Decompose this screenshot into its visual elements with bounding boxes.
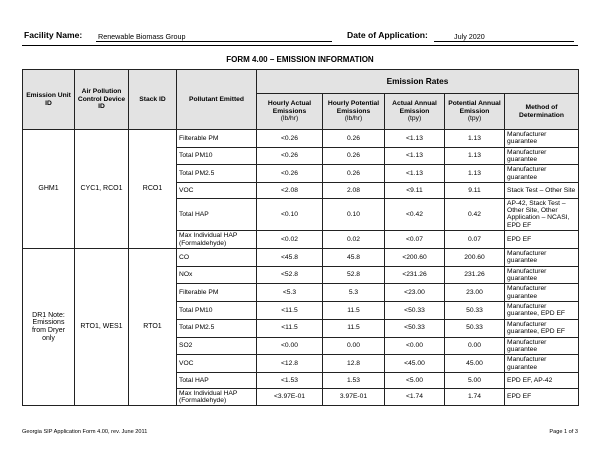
actual-annual-cell: <50.33 xyxy=(385,319,445,337)
method-cell: EPD EF xyxy=(505,388,579,406)
method-cell: Manufacturer guarantee xyxy=(505,337,579,355)
col-header-pollutant: Pollutant Emitted xyxy=(177,70,257,130)
hourly-actual-cell: <52.8 xyxy=(257,266,323,284)
potential-annual-cell: 231.26 xyxy=(445,266,505,284)
col-header-stack-id: Stack ID xyxy=(129,70,177,130)
hourly-potential-title: Hourly Potential Emissions xyxy=(327,100,380,115)
stack-id-cell: RCO1 xyxy=(129,130,177,249)
actual-annual-cell: <45.00 xyxy=(385,355,445,373)
actual-annual-cell: <1.13 xyxy=(385,147,445,165)
hourly-potential-cell: 45.8 xyxy=(323,248,385,266)
hourly-actual-cell: <0.26 xyxy=(257,130,323,148)
potential-annual-cell: 50.33 xyxy=(445,302,505,320)
actual-annual-cell: <0.42 xyxy=(385,198,445,230)
potential-annual-cell: 0.00 xyxy=(445,337,505,355)
facility-name-underline xyxy=(96,41,332,42)
hourly-potential-cell: 2.08 xyxy=(323,183,385,199)
potential-annual-cell: 1.13 xyxy=(445,165,505,183)
col-header-hourly-actual xyxy=(257,94,323,130)
col-header-hourly-potential xyxy=(323,94,385,130)
hourly-potential-cell: 1.53 xyxy=(323,372,385,388)
col-header-method: Method of Determination xyxy=(505,94,579,130)
actual-annual-cell: <1.13 xyxy=(385,130,445,148)
hourly-actual-cell: <0.02 xyxy=(257,231,323,249)
potential-annual-cell: 0.07 xyxy=(445,231,505,249)
hourly-potential-cell: 0.00 xyxy=(323,337,385,355)
method-cell: AP-42, Stack Test – Other Site, Other Application – NCASI, EPD EF xyxy=(505,198,579,230)
actual-annual-cell: <23.00 xyxy=(385,284,445,302)
method-cell: Manufacturer guarantee xyxy=(505,147,579,165)
potential-annual-title: Potential Annual Emission xyxy=(448,100,501,115)
col-header-emission-rates: Emission Rates xyxy=(257,70,579,94)
col-header-actual-annual xyxy=(385,94,445,130)
hourly-actual-cell: <45.8 xyxy=(257,248,323,266)
hourly-actual-cell: <0.00 xyxy=(257,337,323,355)
hourly-actual-cell: <11.5 xyxy=(257,319,323,337)
hourly-actual-cell: <3.97E-01 xyxy=(257,388,323,406)
hourly-potential-unit: (lb/hr) xyxy=(344,115,363,123)
hourly-potential-cell: 11.5 xyxy=(323,302,385,320)
pollutant-cell: Total PM2.5 xyxy=(177,165,257,183)
potential-annual-cell: 200.60 xyxy=(445,248,505,266)
col-header-emission-unit-id: Emission Unit ID xyxy=(23,70,75,130)
hourly-potential-cell: 12.8 xyxy=(323,355,385,373)
hourly-potential-cell: 0.26 xyxy=(323,130,385,148)
pollutant-cell: VOC xyxy=(177,183,257,199)
table-row xyxy=(23,248,579,266)
hourly-actual-cell: <11.5 xyxy=(257,302,323,320)
emission-information-table xyxy=(22,69,579,406)
emission-unit-id-cell: DR1 Note: Emissions from Dryer only xyxy=(23,248,75,405)
pollutant-cell: Max Individual HAP (Formaldehyde) xyxy=(177,231,257,249)
control-device-id-cell: CYC1, RCO1 xyxy=(75,130,129,249)
pollutant-cell: Total HAP xyxy=(177,372,257,388)
actual-annual-title: Actual Annual Emission xyxy=(392,100,437,115)
pollutant-cell: Total PM10 xyxy=(177,302,257,320)
pollutant-cell: Max Individual HAP (Formaldehyde) xyxy=(177,388,257,406)
application-date-value: July 2020 xyxy=(454,32,485,41)
method-cell: Manufacturer guarantee xyxy=(505,284,579,302)
hourly-actual-cell: <2.08 xyxy=(257,183,323,199)
application-date-label: Date of Application: xyxy=(347,30,428,40)
header-divider xyxy=(22,45,578,46)
hourly-potential-cell: 11.5 xyxy=(323,319,385,337)
potential-annual-cell: 45.00 xyxy=(445,355,505,373)
potential-annual-cell: 1.13 xyxy=(445,130,505,148)
potential-annual-cell: 1.13 xyxy=(445,147,505,165)
application-date-underline xyxy=(434,41,574,42)
pollutant-cell: Filterable PM xyxy=(177,284,257,302)
method-cell: Manufacturer guarantee xyxy=(505,248,579,266)
potential-annual-cell: 5.00 xyxy=(445,372,505,388)
hourly-actual-cell: <0.10 xyxy=(257,198,323,230)
hourly-potential-cell: 52.8 xyxy=(323,266,385,284)
footer-page-number: Page 1 of 3 xyxy=(549,429,578,435)
hourly-actual-title: Hourly Actual Emissions xyxy=(267,100,312,115)
actual-annual-cell: <200.60 xyxy=(385,248,445,266)
application-header xyxy=(22,26,578,46)
potential-annual-cell: 1.74 xyxy=(445,388,505,406)
potential-annual-cell: 50.33 xyxy=(445,319,505,337)
col-header-control-device-id: Air Pollution Control Device ID xyxy=(75,70,129,130)
pollutant-cell: Total HAP xyxy=(177,198,257,230)
emission-table-body xyxy=(23,130,579,406)
actual-annual-cell: <0.00 xyxy=(385,337,445,355)
emission-unit-id-cell: GHM1 xyxy=(23,130,75,249)
potential-annual-cell: 9.11 xyxy=(445,183,505,199)
col-header-potential-annual xyxy=(445,94,505,130)
hourly-potential-cell: 0.26 xyxy=(323,165,385,183)
pollutant-cell: VOC xyxy=(177,355,257,373)
potential-annual-cell: 23.00 xyxy=(445,284,505,302)
hourly-actual-cell: <12.8 xyxy=(257,355,323,373)
pollutant-cell: Total PM2.5 xyxy=(177,319,257,337)
actual-annual-cell: <50.33 xyxy=(385,302,445,320)
actual-annual-cell: <1.13 xyxy=(385,165,445,183)
pollutant-cell: CO xyxy=(177,248,257,266)
facility-name-value: Renewable Biomass Group xyxy=(98,32,186,41)
method-cell: Manufacturer guarantee xyxy=(505,130,579,148)
hourly-actual-cell: <0.26 xyxy=(257,165,323,183)
method-cell: Manufacturer guarantee, EPD EF xyxy=(505,302,579,320)
potential-annual-unit: (tpy) xyxy=(467,115,482,123)
control-device-id-cell: RTO1, WES1 xyxy=(75,248,129,405)
actual-annual-cell: <0.07 xyxy=(385,231,445,249)
actual-annual-cell: <9.11 xyxy=(385,183,445,199)
method-cell: EPD EF, AP-42 xyxy=(505,372,579,388)
hourly-potential-cell: 0.10 xyxy=(323,198,385,230)
table-row xyxy=(23,130,579,148)
actual-annual-cell: <1.74 xyxy=(385,388,445,406)
pollutant-cell: NOx xyxy=(177,266,257,284)
hourly-potential-cell: 5.3 xyxy=(323,284,385,302)
hourly-potential-cell: 0.26 xyxy=(323,147,385,165)
method-cell: EPD EF xyxy=(505,231,579,249)
footer-form-revision: Georgia SIP Application Form 4.00, rev. June 2011 xyxy=(22,429,148,435)
potential-annual-cell: 0.42 xyxy=(445,198,505,230)
hourly-potential-cell: 3.97E-01 xyxy=(323,388,385,406)
hourly-actual-cell: <1.53 xyxy=(257,372,323,388)
pollutant-cell: SO2 xyxy=(177,337,257,355)
hourly-actual-cell: <0.26 xyxy=(257,147,323,165)
actual-annual-unit: (tpy) xyxy=(407,115,422,123)
method-cell: Stack Test – Other Site xyxy=(505,183,579,199)
method-cell: Manufacturer guarantee xyxy=(505,165,579,183)
form-title: FORM 4.00 – EMISSION INFORMATION xyxy=(226,55,374,64)
actual-annual-cell: <231.26 xyxy=(385,266,445,284)
pollutant-cell: Total PM10 xyxy=(177,147,257,165)
method-cell: Manufacturer guarantee xyxy=(505,355,579,373)
method-cell: Manufacturer guarantee, EPD EF xyxy=(505,319,579,337)
facility-name-label: Facility Name: xyxy=(24,30,83,40)
hourly-potential-cell: 0.02 xyxy=(323,231,385,249)
hourly-actual-cell: <5.3 xyxy=(257,284,323,302)
method-cell: Manufacturer guarantee xyxy=(505,266,579,284)
pollutant-cell: Filterable PM xyxy=(177,130,257,148)
hourly-actual-unit: (lb/hr) xyxy=(280,115,299,123)
actual-annual-cell: <5.00 xyxy=(385,372,445,388)
stack-id-cell: RTO1 xyxy=(129,248,177,405)
